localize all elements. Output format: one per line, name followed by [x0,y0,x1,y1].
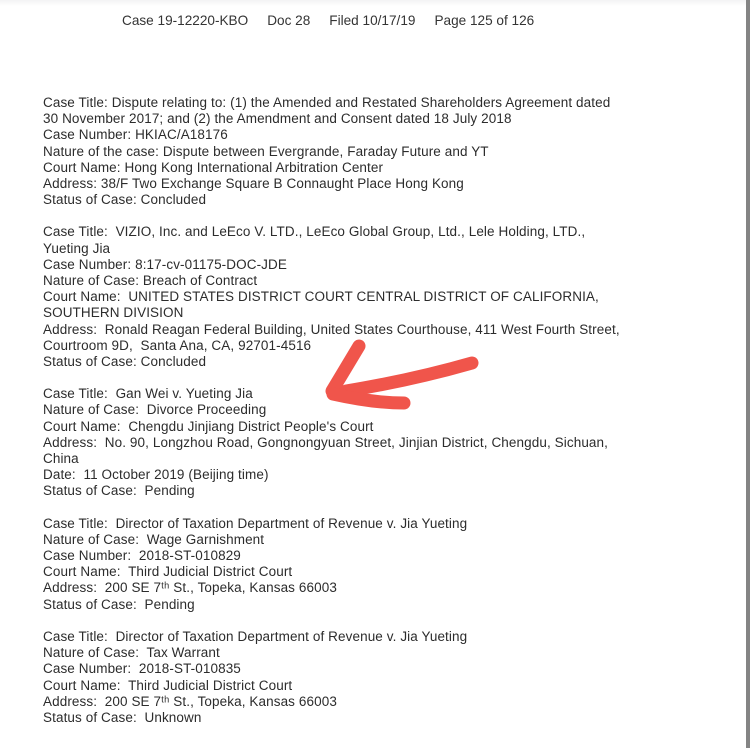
header-segment: Case 19-12220-KBO [122,13,249,28]
case-line: Case Title: Gan Wei v. Yueting Jia [43,386,253,402]
case-line: Case Title: VIZIO, Inc. and LeEco V. LTD., LeEco Global Group, Ltd., Lele Holding, LTD., [43,224,586,240]
case-line: Court Name: UNITED STATES DISTRICT COURT CENTRAL DISTRICT OF CALIFORNIA, [43,289,599,305]
case-line: Court Name: Hong Kong International Arbitration Center [43,159,384,175]
case-line: Case Number: 8:17-cv-01175-DOC-JDE [43,256,287,272]
case-block [43,386,733,499]
case-block [43,629,733,726]
case-line: Status of Case: Concluded [43,192,207,208]
case-line: Yueting Jia [43,240,111,256]
case-line: Case Title: Dispute relating to: (1) the Amended and Restated Shareholders Agreement dated [43,95,611,110]
case-line: Status of Case: Unknown [43,709,202,725]
case-line: Nature of Case: Divorce Proceeding [43,402,267,418]
case-line: Address: 200 SE 7ᵗʰ St., Topeka, Kansas 66003 [43,693,337,709]
header-segment: Page 125 of 126 [434,13,535,28]
case-line: Court Name: Chengdu Jinjiang District People's Court [43,418,374,434]
case-line: Address: No. 90, Longzhou Road, Gongnongyuan Street, Jinjian District, Chengdu, Sichuan, [43,434,608,450]
case-line: Nature of Case: Wage Garnishment [43,531,265,547]
header-segment: Filed 10/17/19 [329,13,416,28]
case-block [43,224,733,370]
case-line: SOUTHERN DIVISION [43,305,184,321]
case-line: Address: Ronald Reagan Federal Building, United States Courthouse, 411 West Fourth Street, [43,321,620,337]
case-line: Nature of Case: Tax Warrant [43,645,220,661]
case-line: 30 November 2017; and (2) the Amendment and Consent dated 18 July 2018 [43,111,512,127]
case-block [43,95,733,208]
case-block [43,516,733,613]
case-line: Status of Case: Concluded [43,354,207,370]
court-stamp-header [122,12,534,30]
case-line: Address: 200 SE 7ᵗʰ St., Topeka, Kansas 66003 [43,580,337,596]
case-line: Case Number: HKIAC/A18176 [43,127,228,143]
case-line: Court Name: Third Judicial District Court [43,677,293,693]
case-line: Status of Case: Pending [43,596,195,612]
case-line: Courtroom 9D, Santa Ana, CA, 92701-4516 [43,337,312,353]
case-line: Case Title: Director of Taxation Department of Revenue v. Jia Yueting [43,628,468,644]
scan-top-artifact [0,0,750,6]
case-line: Nature of Case: Breach of Contract [43,273,258,289]
case-list [43,95,733,742]
case-line: Court Name: Third Judicial District Court [43,564,293,580]
header-segment: Doc 28 [267,13,311,28]
case-line: Case Title: Director of Taxation Department of Revenue v. Jia Yueting [43,515,468,531]
case-line: Nature of the case: Dispute between Evergrande, Faraday Future and YT [43,143,489,159]
case-line: Date: 11 October 2019 (Beijing time) [43,467,269,483]
case-line: Case Number: 2018-ST-010829 [43,548,241,564]
case-line: China [43,451,79,467]
case-line: Status of Case: Pending [43,483,195,499]
case-line: Address: 38/F Two Exchange Square B Connaught Place Hong Kong [43,176,464,192]
scan-right-edge [746,0,750,748]
case-line: Case Number: 2018-ST-010835 [43,661,241,677]
